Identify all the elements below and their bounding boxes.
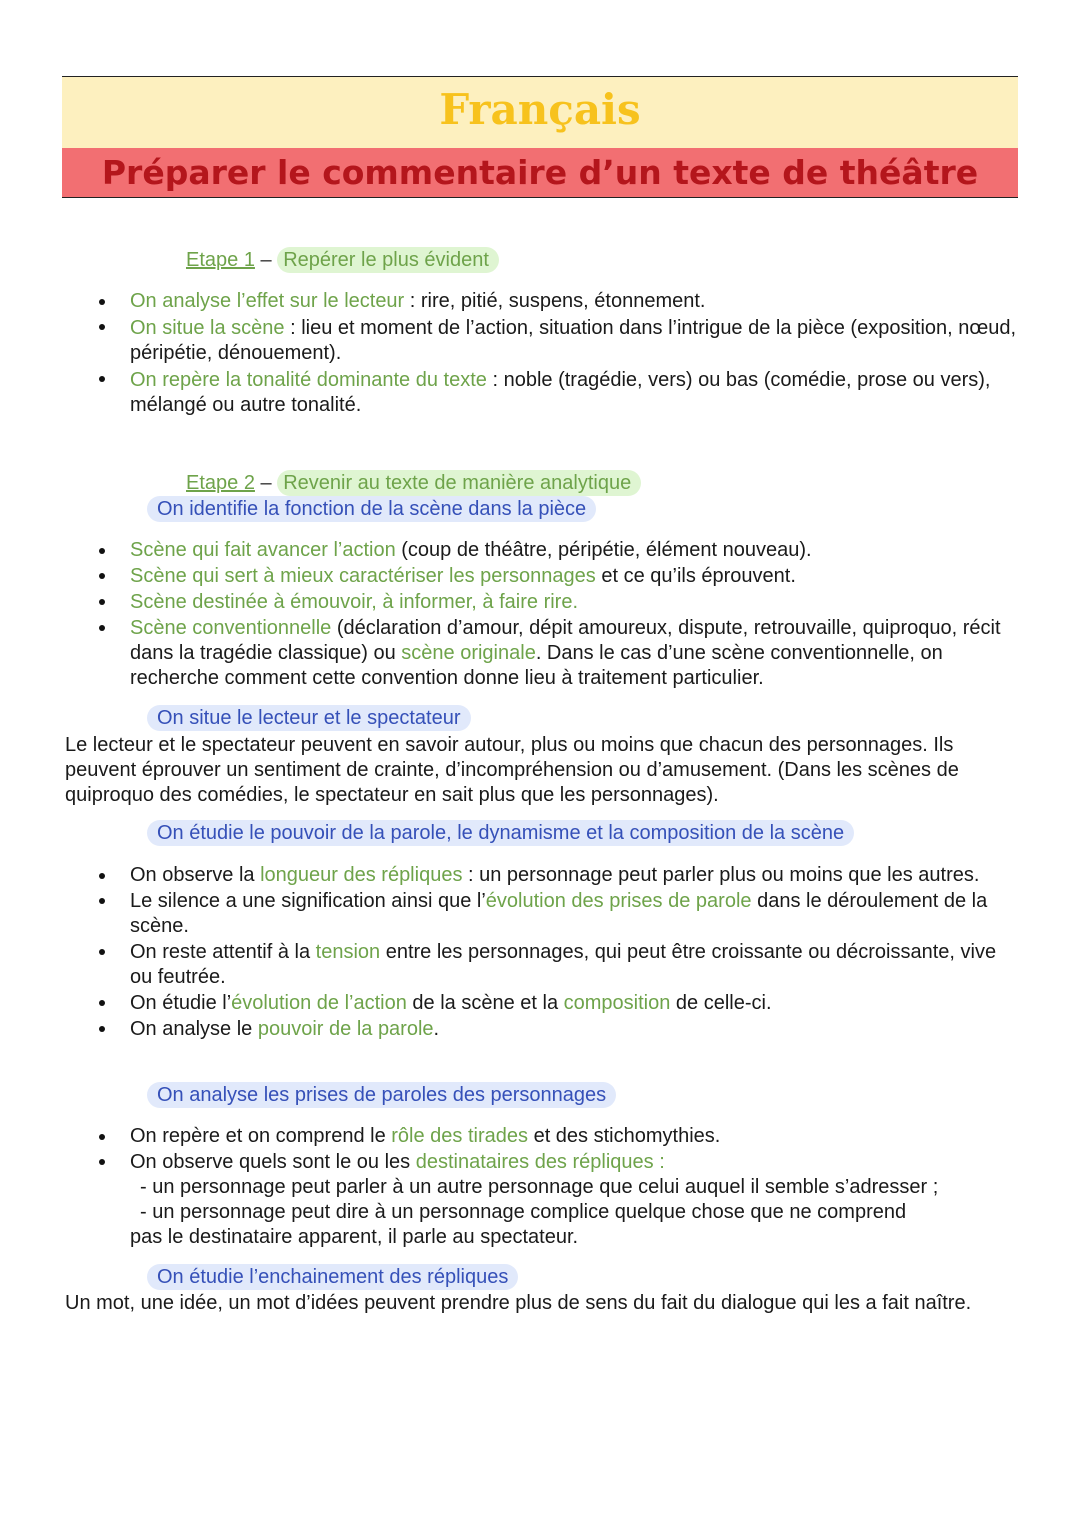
step-2-title: Revenir au texte de manière analytique bbox=[277, 470, 641, 496]
header-bottom-rule bbox=[62, 197, 1018, 198]
list-item: On observe la longueur des répliques : un personnage peut parler plus ou moins que les autres. bbox=[96, 863, 1021, 888]
step-1-title: Repérer le plus évident bbox=[277, 247, 499, 273]
list-item: Le silence a une signification ainsi que l’évolution des prises de parole dans le déroulement de la scène. bbox=[96, 888, 1021, 939]
list-item: On observe quels sont le ou les destinataires des répliques : - un personnage peut parler à un autre personnage que celui auquel il semble s’adresser ; - un personnage peut dire à un personnage complice quelque chose que ne comprend pas le destinataire apparent, il parle au spectateur. bbox=[96, 1149, 1021, 1250]
page-title: Préparer le commentaire d’un texte de théâtre bbox=[101, 153, 979, 192]
list-item: On reste attentif à la tension entre les personnages, qui peut être croissante ou décroissante, vive ou feutrée. bbox=[96, 939, 1021, 990]
section-heading-enchainement: On étudie l’enchainement des répliques bbox=[147, 1265, 518, 1290]
step-2-heading: Etape 2 – Revenir au texte de manière analytique bbox=[186, 471, 641, 496]
list-item: On analyse le pouvoir de la parole. bbox=[96, 1016, 1021, 1042]
list-item: On situe la scène : lieu et moment de l’action, situation dans l’intrigue de la pièce (exposition, nœud, péripétie, dénouement). bbox=[96, 314, 1021, 366]
enchainement-paragraph: Un mot, une idée, un mot d’idées peuvent prendre plus de sens du fait du dialogue qui les a fait naître. bbox=[65, 1292, 972, 1314]
destinataire-line: - un personnage peut parler à un autre personnage que celui auquel il semble s’adresser ; bbox=[140, 1176, 939, 1198]
prises-list bbox=[96, 1124, 1021, 1250]
step-2-label: Etape 2 bbox=[186, 472, 255, 494]
section-heading-prises: On analyse les prises de paroles des personnages bbox=[147, 1083, 616, 1108]
lecteur-paragraph: Le lecteur et le spectateur peuvent en savoir autour, plus ou moins que chacun des personnages. Ils peuvent éprouver un sentiment de crainte, d’incompréhension ou d’amusement. (Dans les scènes de quiproquo des comédies, le spectateur en sait plus que les personnages). bbox=[65, 734, 959, 806]
list-item: On étudie l’évolution de l’action de la scène et la composition de celle-ci. bbox=[96, 990, 1021, 1016]
list-item: On repère la tonalité dominante du texte : noble (tragédie, vers) ou bas (comédie, prose ou vers), mélangé ou autre tonalité. bbox=[96, 366, 1021, 418]
list-item: On repère et on comprend le rôle des tirades et des stichomythies. bbox=[96, 1124, 1021, 1149]
step-1-heading: Etape 1 – Repérer le plus évident bbox=[186, 248, 499, 273]
list-item: Scène destinée à émouvoir, à informer, à faire rire. bbox=[96, 589, 1021, 615]
section-heading-pouvoir: On étudie le pouvoir de la parole, le dynamisme et la composition de la scène bbox=[147, 821, 854, 846]
list-item: Scène conventionnelle (déclaration d’amour, dépit amoureux, dispute, retrouvaille, quiproquo, récit dans la tragédie classique) ou scène originale. Dans le cas d’une scène conventionnelle, on recherche comment cette convention donne lieu à traitement particulier. bbox=[96, 615, 1021, 691]
fonction-list bbox=[96, 538, 1021, 691]
list-item: Scène qui fait avancer l’action (coup de théâtre, péripétie, élément nouveau). bbox=[96, 538, 1021, 563]
pouvoir-list bbox=[96, 863, 1021, 1042]
title-banner bbox=[62, 148, 1018, 197]
step-1-label: Etape 1 bbox=[186, 249, 255, 271]
destinataire-line: pas le destinataire apparent, il parle au spectateur. bbox=[130, 1226, 579, 1248]
list-item: On analyse l’effet sur le lecteur : rire, pitié, suspens, étonnement. bbox=[96, 289, 1021, 314]
section-heading-lecteur: On situe le lecteur et le spectateur bbox=[147, 706, 471, 731]
step-1-list bbox=[96, 289, 1021, 418]
subject-title: Français bbox=[439, 85, 641, 134]
list-item: Scène qui sert à mieux caractériser les personnages et ce qu’ils éprouvent. bbox=[96, 563, 1021, 589]
section-heading-fonction: On identifie la fonction de la scène dans la pièce bbox=[147, 497, 596, 522]
subject-banner bbox=[62, 77, 1018, 148]
destinataire-line: - un personnage peut dire à un personnage complice quelque chose que ne comprend bbox=[140, 1201, 907, 1223]
